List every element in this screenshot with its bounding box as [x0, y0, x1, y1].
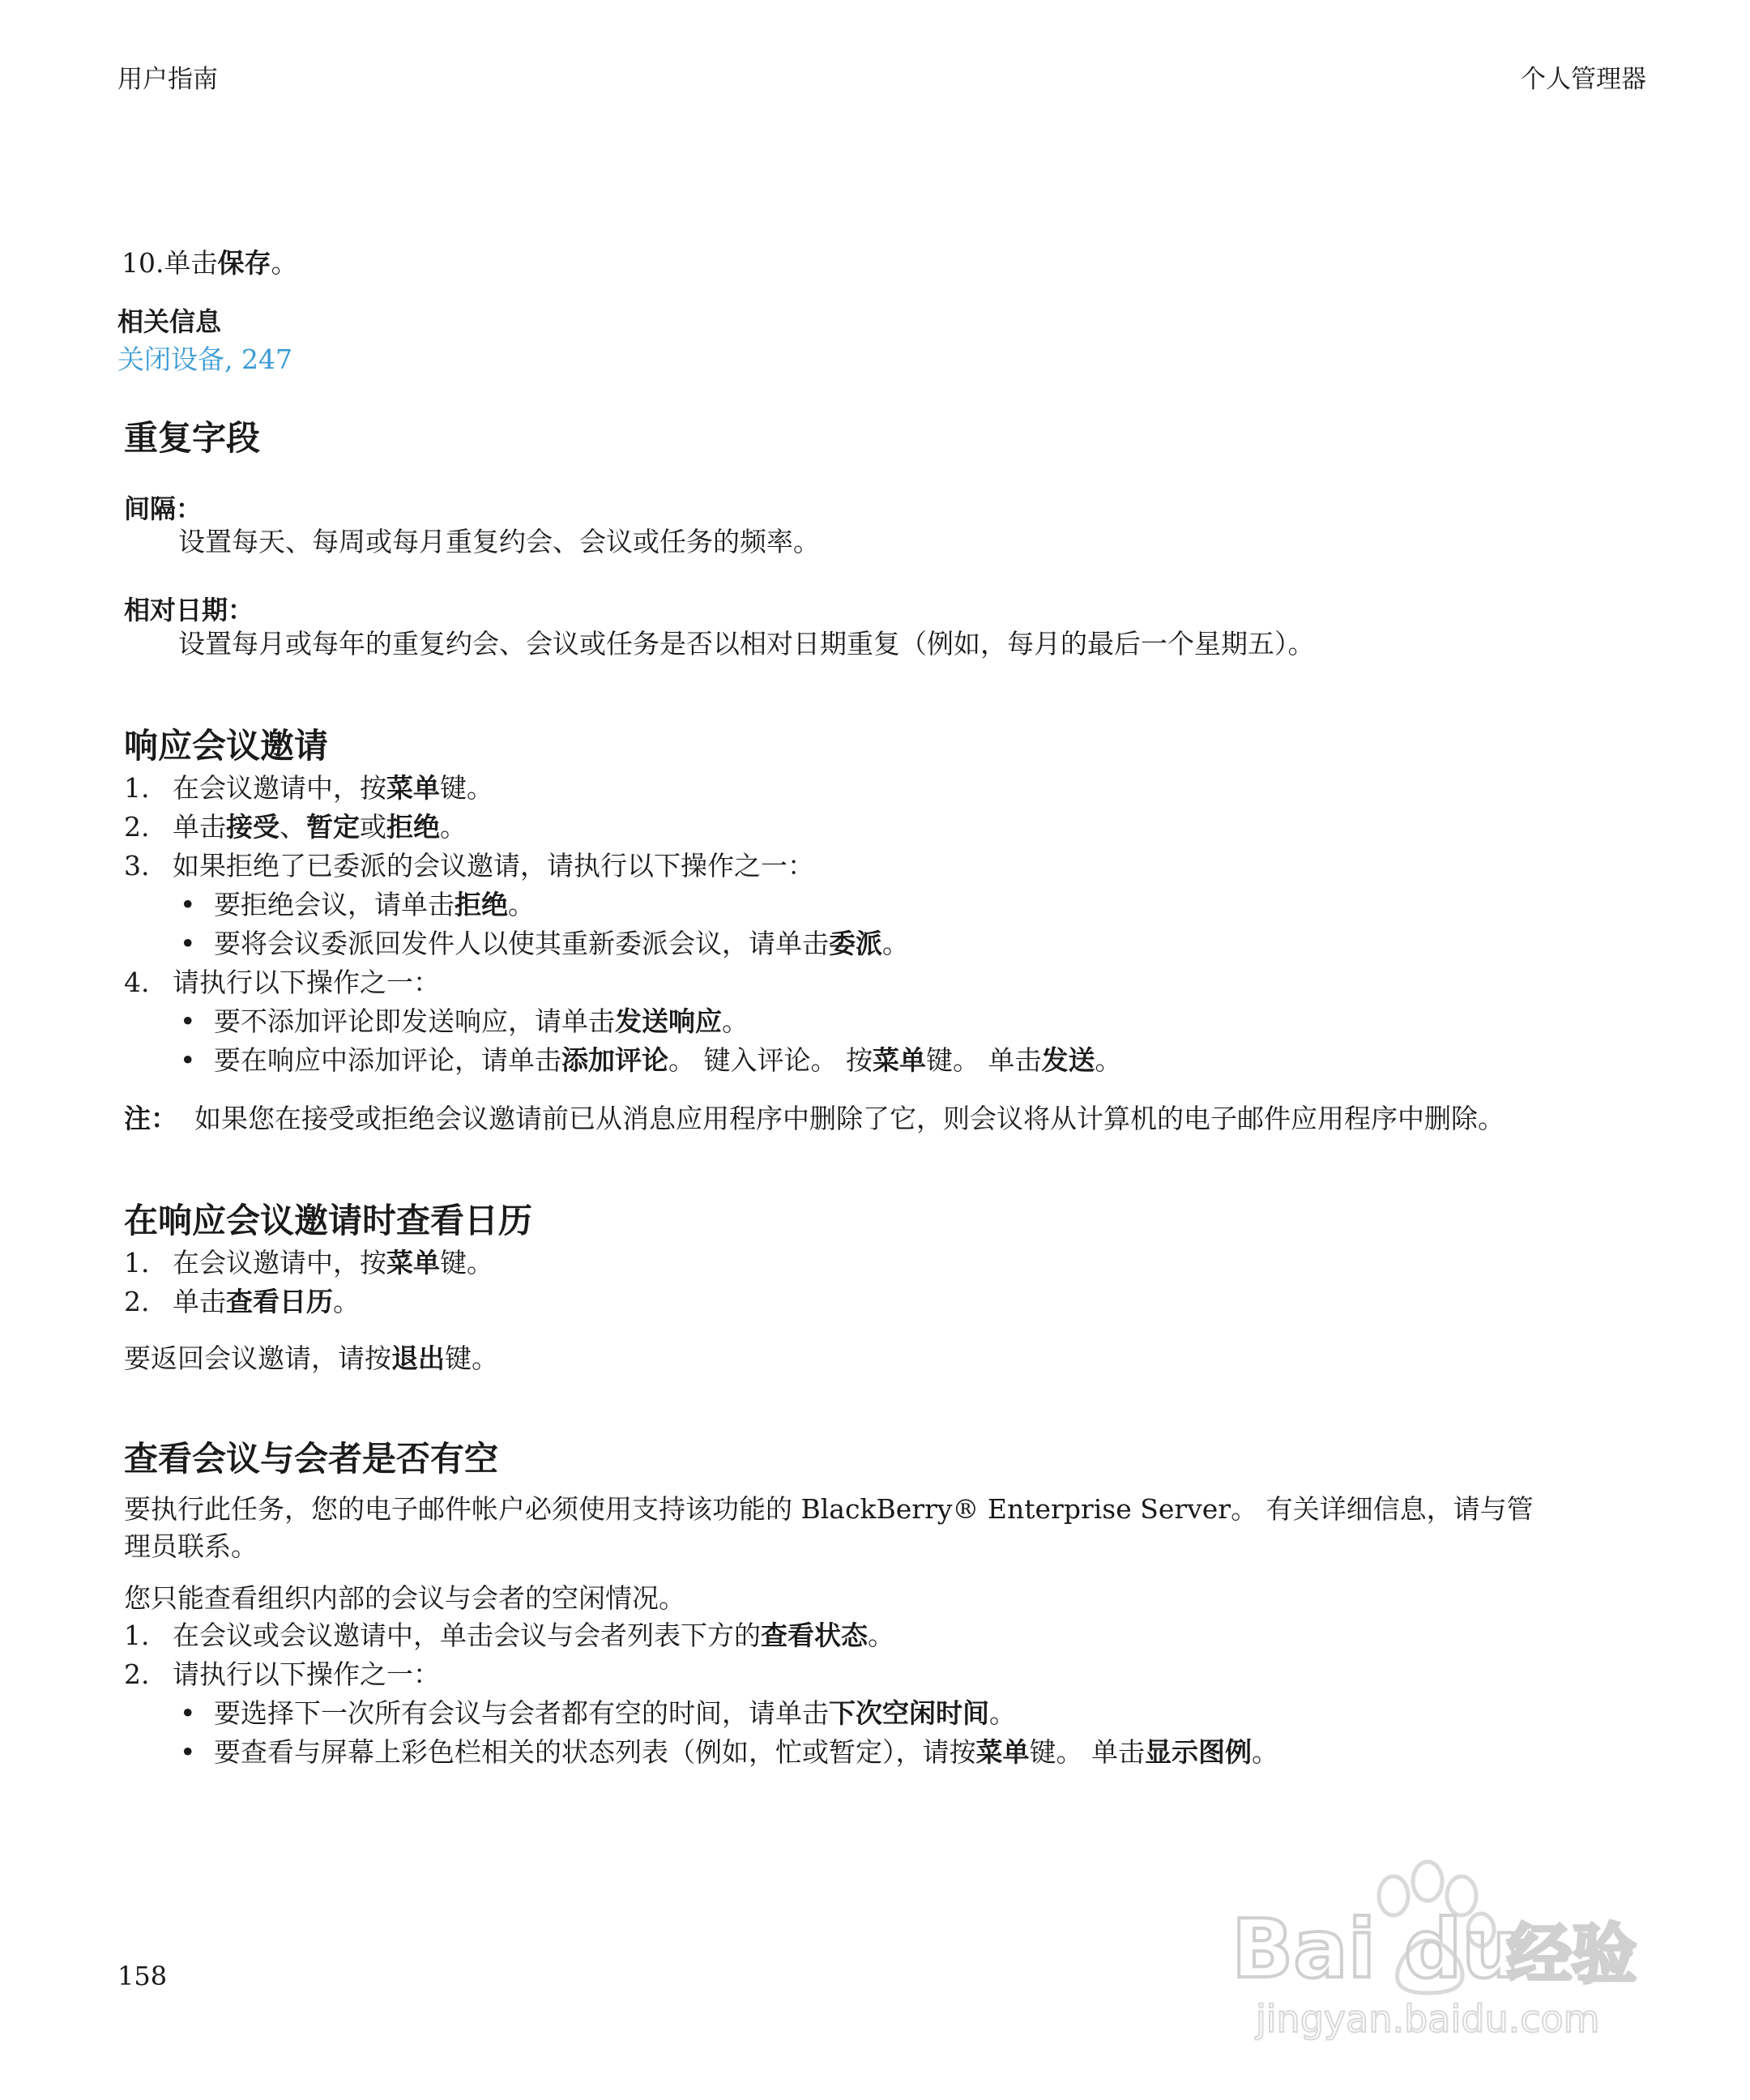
- section-title-repeat: 重复字段: [124, 418, 261, 458]
- field-label-relative-date: 相对日期：: [124, 595, 254, 625]
- step-2: 2. 单击查看日历。: [124, 1286, 360, 1317]
- related-link[interactable]: 关闭设备, 247: [117, 344, 292, 375]
- bullet-item: • 要将会议委派回发件人以使其重新委派会议，请单击委派。: [180, 925, 909, 962]
- watermark-url: jingyan.baidu.com: [1256, 1997, 1600, 2041]
- step-3: 3. 如果拒绝了已委派的会议邀请，请执行以下操作之一：: [124, 850, 814, 881]
- note: [124, 1100, 1505, 1138]
- step-2: 2. 单击接受、暂定或拒绝。: [124, 811, 467, 843]
- step-2: 2. 请执行以下操作之一：: [124, 1658, 440, 1690]
- bullet-icon: •: [180, 1005, 196, 1037]
- running-header-right: 个人管理器: [1521, 65, 1646, 94]
- related-info-title: 相关信息: [117, 306, 222, 337]
- paragraph-line: 理员联系。: [124, 1530, 258, 1562]
- field-desc-interval: 设置每天、每周或每月重复约会、会议或任务的频率。: [178, 526, 820, 557]
- baidu-watermark-logo: [1215, 1839, 1669, 2050]
- bullet-item: • 要拒绝会议，请单击拒绝。: [180, 886, 535, 924]
- watermark-brand: Bai du: [1231, 1902, 1520, 1996]
- bullet-item: • 要不添加评论即发送响应，请单击发送响应。: [180, 1003, 749, 1040]
- bullet-item: • 要选择下一次所有会议与会者都有空的时间，请单击下次空闲时间。: [180, 1695, 1016, 1732]
- step-number: 10.: [122, 247, 164, 279]
- bullet-item: • 要查看与屏幕上彩色栏相关的状态列表（例如，忙或暂定），请按菜单键。 单击显示图例。: [180, 1734, 1278, 1771]
- step-10: 10.单击保存。: [122, 247, 298, 279]
- paragraph: 您只能查看组织内部的会议与会者的空闲情况。: [124, 1582, 685, 1614]
- bullet-icon: •: [180, 1044, 196, 1076]
- paragraph-line: 要执行此任务，您的电子邮件帐户必须使用支持该功能的 BlackBerry® Enterprise Server。 有关详细信息，请与管: [124, 1493, 1534, 1525]
- bullet-icon: •: [180, 1736, 196, 1768]
- paragraph: 要返回会议邀请，请按退出键。: [124, 1342, 498, 1374]
- running-header-left: 用户指南: [117, 65, 218, 94]
- step-4: 4. 请执行以下操作之一：: [124, 967, 440, 998]
- field-label-interval: 间隔：: [124, 493, 203, 524]
- note-text: 如果您在接受或拒绝会议邀请前已从消息应用程序中删除了它，则会议将从计算机的电子邮件应用程序中删除。: [194, 1103, 1505, 1134]
- field-desc-relative-date: 设置每月或每年的重复约会、会议或任务是否以相对日期重复（例如，每月的最后一个星期五）。: [178, 628, 1315, 659]
- section-title-availability: 查看会议与会者是否有空: [124, 1439, 499, 1479]
- section-title-respond: 响应会议邀请: [124, 726, 329, 766]
- note-label: 注：: [124, 1103, 177, 1134]
- step-1: 1. 在会议邀请中，按菜单键。: [124, 1247, 493, 1278]
- bullet-icon: •: [180, 889, 196, 920]
- svg-text:经验: 经验: [1507, 1917, 1637, 1992]
- bullet-icon: •: [180, 928, 196, 959]
- bullet-item: • 要在响应中添加评论，请单击添加评论。 键入评论。 按菜单键。 单击发送。: [180, 1042, 1121, 1079]
- page-number: 158: [117, 1961, 168, 1991]
- section-title-view-calendar: 在响应会议邀请时查看日历: [124, 1201, 533, 1240]
- step-1: 1. 在会议邀请中，按菜单键。: [124, 772, 493, 804]
- bullet-icon: •: [180, 1697, 196, 1729]
- step-1: 1. 在会议或会议邀请中，单击会议与会者列表下方的查看状态。: [124, 1620, 894, 1651]
